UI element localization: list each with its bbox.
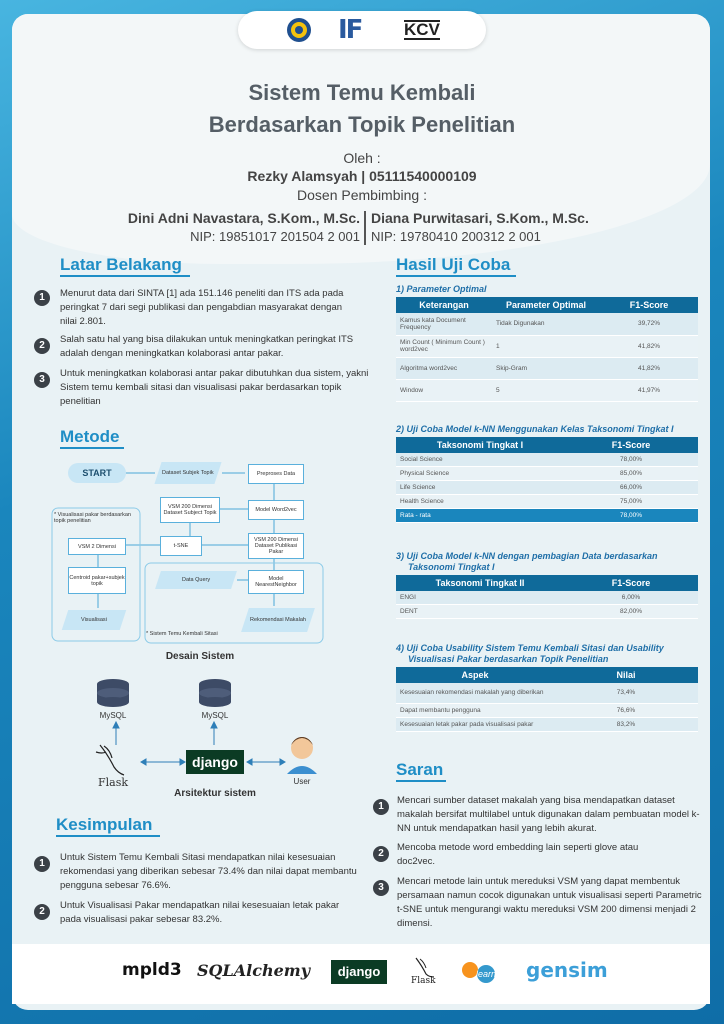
table-row: [396, 453, 698, 467]
flask-footer-icon: [412, 956, 438, 978]
saran-item-3: Mencari metode lain untuk mereduksi VSM yang dapat membentuk persamaan namun cocok digunakan untuk visualisasi seperti Parametric t-SNE untuk mengurangi waktu mereduksi VSM 200 dimensi menjadi 2 dimensi.: [397, 876, 702, 929]
t2-cell: 66,00%: [564, 481, 698, 495]
author: Rezky Alamsyah | 05111540000109: [247, 168, 477, 184]
table-taksonomi-2: [396, 575, 698, 619]
saran-num-1: 1: [373, 799, 389, 815]
mysql2-db-icon: [199, 679, 231, 707]
t2-cell: Social Science: [396, 453, 564, 467]
t2-cell: Life Science: [396, 481, 564, 495]
t1-cell: Algoritma word2vec: [396, 357, 492, 379]
t3-cell: ENGI: [396, 591, 564, 605]
flow-vsm200-pakar: VSM 200 Dimensi Dataset Publikasi Pakar: [248, 533, 304, 559]
flow-visualisasi: Visualisasi: [62, 610, 126, 630]
user-label: User: [293, 777, 311, 786]
advisor1-name: Dini Adni Navastara, S.Kom., M.Sc.: [127, 210, 360, 226]
flow-tsne: t-SNE: [160, 536, 202, 556]
t2-cell: 85,00%: [564, 467, 698, 481]
t3-cell: DENT: [396, 605, 564, 619]
saran-item-1: Mencari sumber dataset makalah yang bisa mendapatkan dataset makalah bersifat multilabel untuk digunakan dalam pembuatan model k-NN untuk mendapatkan hasil yang lebih akurat.: [397, 795, 700, 834]
gensim-logo: gensim: [526, 958, 608, 982]
t1-cell: 41,82%: [600, 357, 698, 379]
sklearn-label: learn: [476, 969, 497, 979]
flow-word2vec: Model Word2vec: [248, 500, 304, 520]
table-row: [396, 717, 698, 731]
hasil-heading: Hasil Uji Coba: [396, 255, 511, 274]
desain-caption: Desain Sistem: [165, 651, 235, 662]
t4-cell: 76,6%: [554, 703, 698, 717]
table-row: [396, 703, 698, 717]
t2-title: 2) Uji Coba Model k-NN Menggunakan Kelas Taksonomi Tingkat I: [396, 424, 674, 434]
t1-title: 1) Parameter Optimal: [396, 284, 487, 294]
sqlalchemy-logo: SQLAlchemy: [197, 961, 311, 980]
flow-preproses: Preproses Data: [248, 464, 304, 484]
flow-data-query: Data Query: [155, 571, 237, 589]
t4-cell: 83,2%: [554, 717, 698, 731]
t1-cell: Min Count ( Minimum Count ) word2vec: [396, 335, 492, 357]
mysql1-label: MySQL: [99, 711, 127, 720]
advisor1-nip: NIP: 19851017 201504 2 001: [190, 229, 360, 244]
kcv-logo: KCV: [404, 20, 440, 39]
table-row: [396, 495, 698, 509]
saran-underline: [396, 780, 446, 782]
latar-num-3: 3: [34, 372, 50, 388]
t2-cell: 75,00%: [564, 495, 698, 509]
table-row: [396, 683, 698, 703]
flow-nn: Model NearestNeighbor: [248, 570, 304, 594]
kesimpulan-num-2: 2: [34, 904, 50, 920]
flow-vsm200-topik: VSM 200 Dimensi Dataset Subject Topik: [160, 497, 220, 523]
t4-cell: 73,4%: [554, 683, 698, 703]
t4-cell: Kesesuaian rekomendasi makalah yang diberikan: [396, 683, 554, 703]
t1-header-f1: F1-Score: [600, 297, 698, 313]
mysql1-db-icon: [97, 679, 129, 707]
latar-num-2: 2: [34, 338, 50, 354]
mpld3-logo: mpld3: [122, 960, 182, 980]
arch-caption: Arsitektur sistem: [174, 788, 256, 799]
t3-cell: 6,00%: [564, 591, 698, 605]
t4-title-line2: Visualisasi Pakar berdasarkan Topik Penelitian: [408, 654, 609, 664]
t3-header-f1: F1-Score: [564, 575, 698, 591]
t4-header-aspek: Aspek: [396, 667, 554, 683]
t2-cell: 78,00%: [564, 453, 698, 467]
flask-footer-label: Flask: [411, 976, 436, 986]
flask-icon: [96, 745, 124, 775]
saran-heading: Saran: [396, 760, 444, 779]
latar-num-1: 1: [34, 290, 50, 306]
oleh-label: Oleh :: [343, 150, 381, 166]
table-row: [396, 605, 698, 619]
t1-cell: Window: [396, 379, 492, 401]
flow-centroid: Centroid pakar+subjek topik: [68, 567, 126, 594]
latar-heading: Latar Belakang: [60, 255, 182, 274]
kesimpulan-heading: Kesimpulan: [56, 815, 153, 834]
saran-num-3: 3: [373, 880, 389, 896]
flow-rekomendasi: Rekomendasi Makalah: [241, 608, 315, 632]
t3-header-taksonomi: Taksonomi Tingkat II: [396, 575, 564, 591]
table-row: [396, 481, 698, 495]
table-row: [396, 313, 698, 335]
table-row: [396, 591, 698, 605]
t3-title-line1: 3) Uji Coba Model k-NN dengan pembagian Data berdasarkan: [396, 551, 658, 561]
t2-cell: Rata - rata: [396, 509, 564, 523]
t2-header-f1: F1-Score: [564, 437, 698, 453]
t3-cell: 82,00%: [564, 605, 698, 619]
advisor2-name: Diana Purwitasari, S.Kom., M.Sc.: [371, 210, 589, 226]
t4-header-nilai: Nilai: [554, 667, 698, 683]
t2-cell: Health Science: [396, 495, 564, 509]
t1-cell: 41,82%: [600, 335, 698, 357]
latar-item-3: Untuk meningkatkan kolaborasi antar pakar dibutuhkan dua sistem, yakni Sistem temu kembali sitasi dan visualisasi pakar berdasarkan topik penelitian: [60, 368, 369, 407]
table-row: [396, 379, 698, 401]
t2-cell: 78,00%: [564, 509, 698, 523]
t1-cell: Skip-Gram: [492, 357, 600, 379]
kesimpulan-item-2: Untuk Visualisasi Pakar mendapatkan nilai kesesuaian letak pakar pada visualisasi pakar sebesar 83.2%.: [60, 900, 340, 925]
saran-item-2: Mencoba metode word embedding lain seperti glove atau doc2vec.: [397, 842, 639, 867]
table-taksonomi-1: [396, 437, 698, 523]
kesimpulan-item-1: Untuk Sistem Temu Kembali Sitasi mendapatkan nilai kesesuaian rekomendasi yang diberikan sebesar 73.4% dan nilai dapat membantu pengguna sebesar 76.6%.: [60, 852, 357, 891]
t2-cell: Physical Science: [396, 467, 564, 481]
table-row-average: [396, 509, 698, 523]
saran-num-2: 2: [373, 846, 389, 862]
mysql2-label: MySQL: [201, 711, 229, 720]
kesimpulan-num-1: 1: [34, 856, 50, 872]
t1-cell: 41,97%: [600, 379, 698, 401]
flow-vsm2: VSM 2 Dimensi: [68, 538, 126, 555]
if-logo: IF: [338, 15, 362, 45]
t1-header-keterangan: Keterangan: [396, 297, 492, 313]
user-icon: [287, 737, 317, 774]
latar-item-1: Menurut data dari SINTA [1] ada 151.146 peneliti dan ITS ada pada peringkat 7 dari segi publikasi dan pengabdian masyarakat dengan nilai 2.801.: [60, 288, 344, 327]
advisor2-nip: NIP: 19780410 200312 2 001: [371, 229, 541, 244]
dosen-label: Dosen Pembimbing :: [297, 187, 427, 203]
title-line1: Sistem Temu Kembali: [248, 80, 476, 105]
flow-start: START: [68, 463, 126, 483]
t4-cell: Dapat membantu pengguna: [396, 703, 554, 717]
flow-dataset: Dataset Subjek Topik: [154, 462, 221, 484]
t4-title-line1: 4) Uji Coba Usability Sistem Temu Kembali Sitasi dan Usability: [396, 643, 664, 653]
hasil-underline: [396, 275, 516, 277]
t1-cell: 39,72%: [600, 313, 698, 335]
t3-title-line2: Taksonomi Tingkat I: [408, 562, 495, 572]
t1-cell: Tidak Digunakan: [492, 313, 600, 335]
t2-header-taksonomi: Taksonomi Tingkat I: [396, 437, 564, 453]
flask-label: Flask: [97, 776, 129, 789]
t4-cell: Kesesuaian letak pakar pada visualisasi pakar: [396, 717, 554, 731]
t1-cell: 1: [492, 335, 600, 357]
table-usability: [396, 667, 698, 732]
title-line2: Berdasarkan Topik Penelitian: [208, 112, 516, 137]
flow-note-stk: * Sistem Temu Kembali Sitasi: [146, 631, 218, 637]
django-footer-logo: django: [331, 960, 387, 984]
table-parameter-optimal: [396, 297, 698, 402]
table-row: [396, 357, 698, 379]
t1-cell: 5: [492, 379, 600, 401]
t1-header-parameter: Parameter Optimal: [492, 297, 600, 313]
table-row: [396, 335, 698, 357]
latar-item-2: Salah satu hal yang bisa dilakukan untuk meningkatkan peringkat ITS adalah dengan meningkatkan kolaborasi antar pakar.: [60, 334, 354, 359]
kesimpulan-underline: [56, 835, 160, 837]
metode-heading: Metode: [60, 427, 120, 446]
django-box: django: [186, 750, 244, 774]
t1-cell: Kamus kata Document Frequency: [396, 313, 492, 335]
flow-note-vis: * Visualisasi pakar berdasarkan topik penelitian: [54, 512, 131, 524]
table-row: [396, 467, 698, 481]
